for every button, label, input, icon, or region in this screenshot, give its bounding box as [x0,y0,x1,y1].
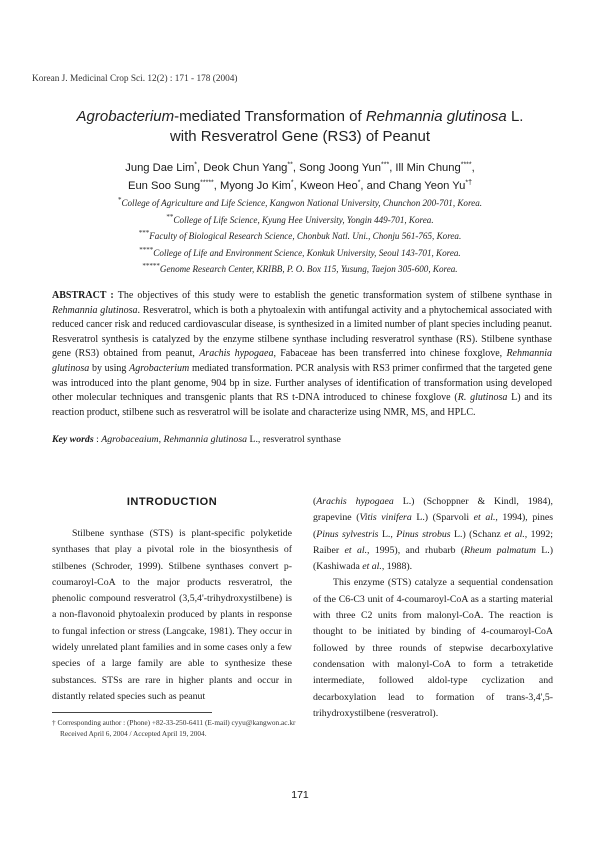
title-text-1: -mediated Transformation of [174,108,366,125]
section-heading-introduction: INTRODUCTION [126,496,218,508]
author: Jung Dae Lim*, [125,161,204,174]
title-line-2: with Resveratrol Gene (RS3) of Peanut [169,128,431,145]
title-text-2: L. [506,108,524,125]
footnote [52,717,295,739]
received-accepted-note: Received April 6, 2004 / Accepted April 19, 2004. [60,729,207,738]
author: Eun Soo Sung*****, [128,179,220,193]
author: Kweon Heo*, and [299,179,389,193]
intro-paragraph-1: Stilbene synthase (STS) is plant-specific polyketide synthases that play a pivotal role in the biosynthesis of stilbenes (Schroder, 1999). Stilbene synthases convert p-coumaroyl-CoA to the major products resveratrol, the phenolic compound resveratrol (3,5,4'-trihydroxystilbene) is a non-flavonoid phytoalexin produced by plants in response to fungal infection or stress (Langcake, 1981). They occur in widely unrelated plant families and in some cases only a few species of a large family are able to synthesize these substances. STSs are rare in higher plants and occur in distantly related species such as peanut [52,528,292,702]
footnote-divider [52,712,212,713]
keywords-label: Key words [52,434,94,445]
author: Myong Jo Kim*, [220,179,300,193]
author: Deok Chun Yang**, [203,161,300,174]
page-number: 171 [291,789,309,801]
author: Ill Min Chung****, [395,161,475,174]
author: Song Joong Yun***, [299,161,396,174]
title-italic-2: Rehmannia glutinosa [365,108,507,125]
abstract-label: ABSTRACT : [52,290,114,301]
intro-paragraph-1-cont: (Arachis hypogaea L.) (Schoppner & Kindl, 1984), grapevine (Vitis vinifera L.) (Sparvoli et al., 1994), pines (Pinus sylvestris L., Pinus strobus L.) (Schanz et al., 1992; Raiber et al., 1995), and rhubarb (Rheum palmatum L.) (Kashiwada et al., 1988). [313,496,554,573]
author-list [0,157,600,194]
intro-right-column [313,494,553,722]
affiliation: **College of Life Science, Kyung Hee University, Yongin 449-701, Korea. [166,212,434,225]
journal-citation: Korean J. Medicinal Crop Sci. 12(2) : 171 - 178 (2004) [32,74,238,84]
intro-paragraph-2: This enzyme (STS) catalyze a sequential condensation of the C6-C3 unit of 4-coumaroyl-CoA as a starting material with three C2 units from malonyl-CoA. The reaction is thought to be initiated by binding of 4-coumaroyl-CoA followed by three rounds of stepwise decarboxylative condensation with malonyl-CoA to form a tetraketide intermediate, followed aldol-type cyclization and decarboxylation lead to formation of trans-3,4',5-trihydroxystilbene (resveratrol). [313,577,553,719]
author: Chang Yeon Yu*† [388,179,472,193]
abstract: ABSTRACT : The objectives of this study were to establish the genetic transformation system of stilbene synthase in Rehmannia glutinosa. Resveratrol, which is both a phytoalexin with antifungal activity and a phytochemical associated with reduced cancer risk and reduced cardiovascular disease, is synthesized in a limited number of plant species including peanut. Resveratrol synthesis is catalyzed by the enzyme stilbene synthase including resveratrol synthase (RS). Stilbene synthase gene (RS3) obtained from peanut, Arachis hypogaea, Fabaceae has been transferred into chinese foxglove, Rehmannia glutinosa by using Agrobacterium mediated transformation. PCR analysis with RS3 primer confirmed that the targeted gene was introduced into the plant genome, 904 bp in size. Further analyses of identification of transformation using developed other molecular techniques and transgenic plants that RS t-DNA introduced to chinese foxglove (R. glutinosa L) and its reaction product, stilbene such as resveratrol will be isolate and characterize using NMR, MS, and HPLC. [52,290,553,418]
paper-title [0,107,600,147]
corresponding-author-note: † Corresponding author : (Phone) +82-33-250-6411 (E-mail) cyyu@kangwon.ac.kr [52,718,296,727]
intro-left-column [52,526,292,705]
title-italic-1: Agrobacterium [76,108,175,125]
affiliation: *College of Agriculture and Life Science, Kangwon National University, Chunchon 200-701, Korea. [117,196,483,209]
affiliation: ****College of Life and Environment Science, Konkuk University, Seoul 143-701, Korea. [139,245,461,258]
affiliations [0,194,600,277]
keywords: Key words : Agrobaceaium, Rehmannia glutinosa L., resveratrol synthase [52,434,341,445]
affiliation: *****Genome Research Center, KRIBB, P. O. Box 115, Yusung, Taejon 305-600, Korea. [142,262,458,275]
affiliation: ***Faculty of Biological Research Science, Chonbuk Natl. Uni., Chonju 561-765, Korea. [138,229,462,242]
